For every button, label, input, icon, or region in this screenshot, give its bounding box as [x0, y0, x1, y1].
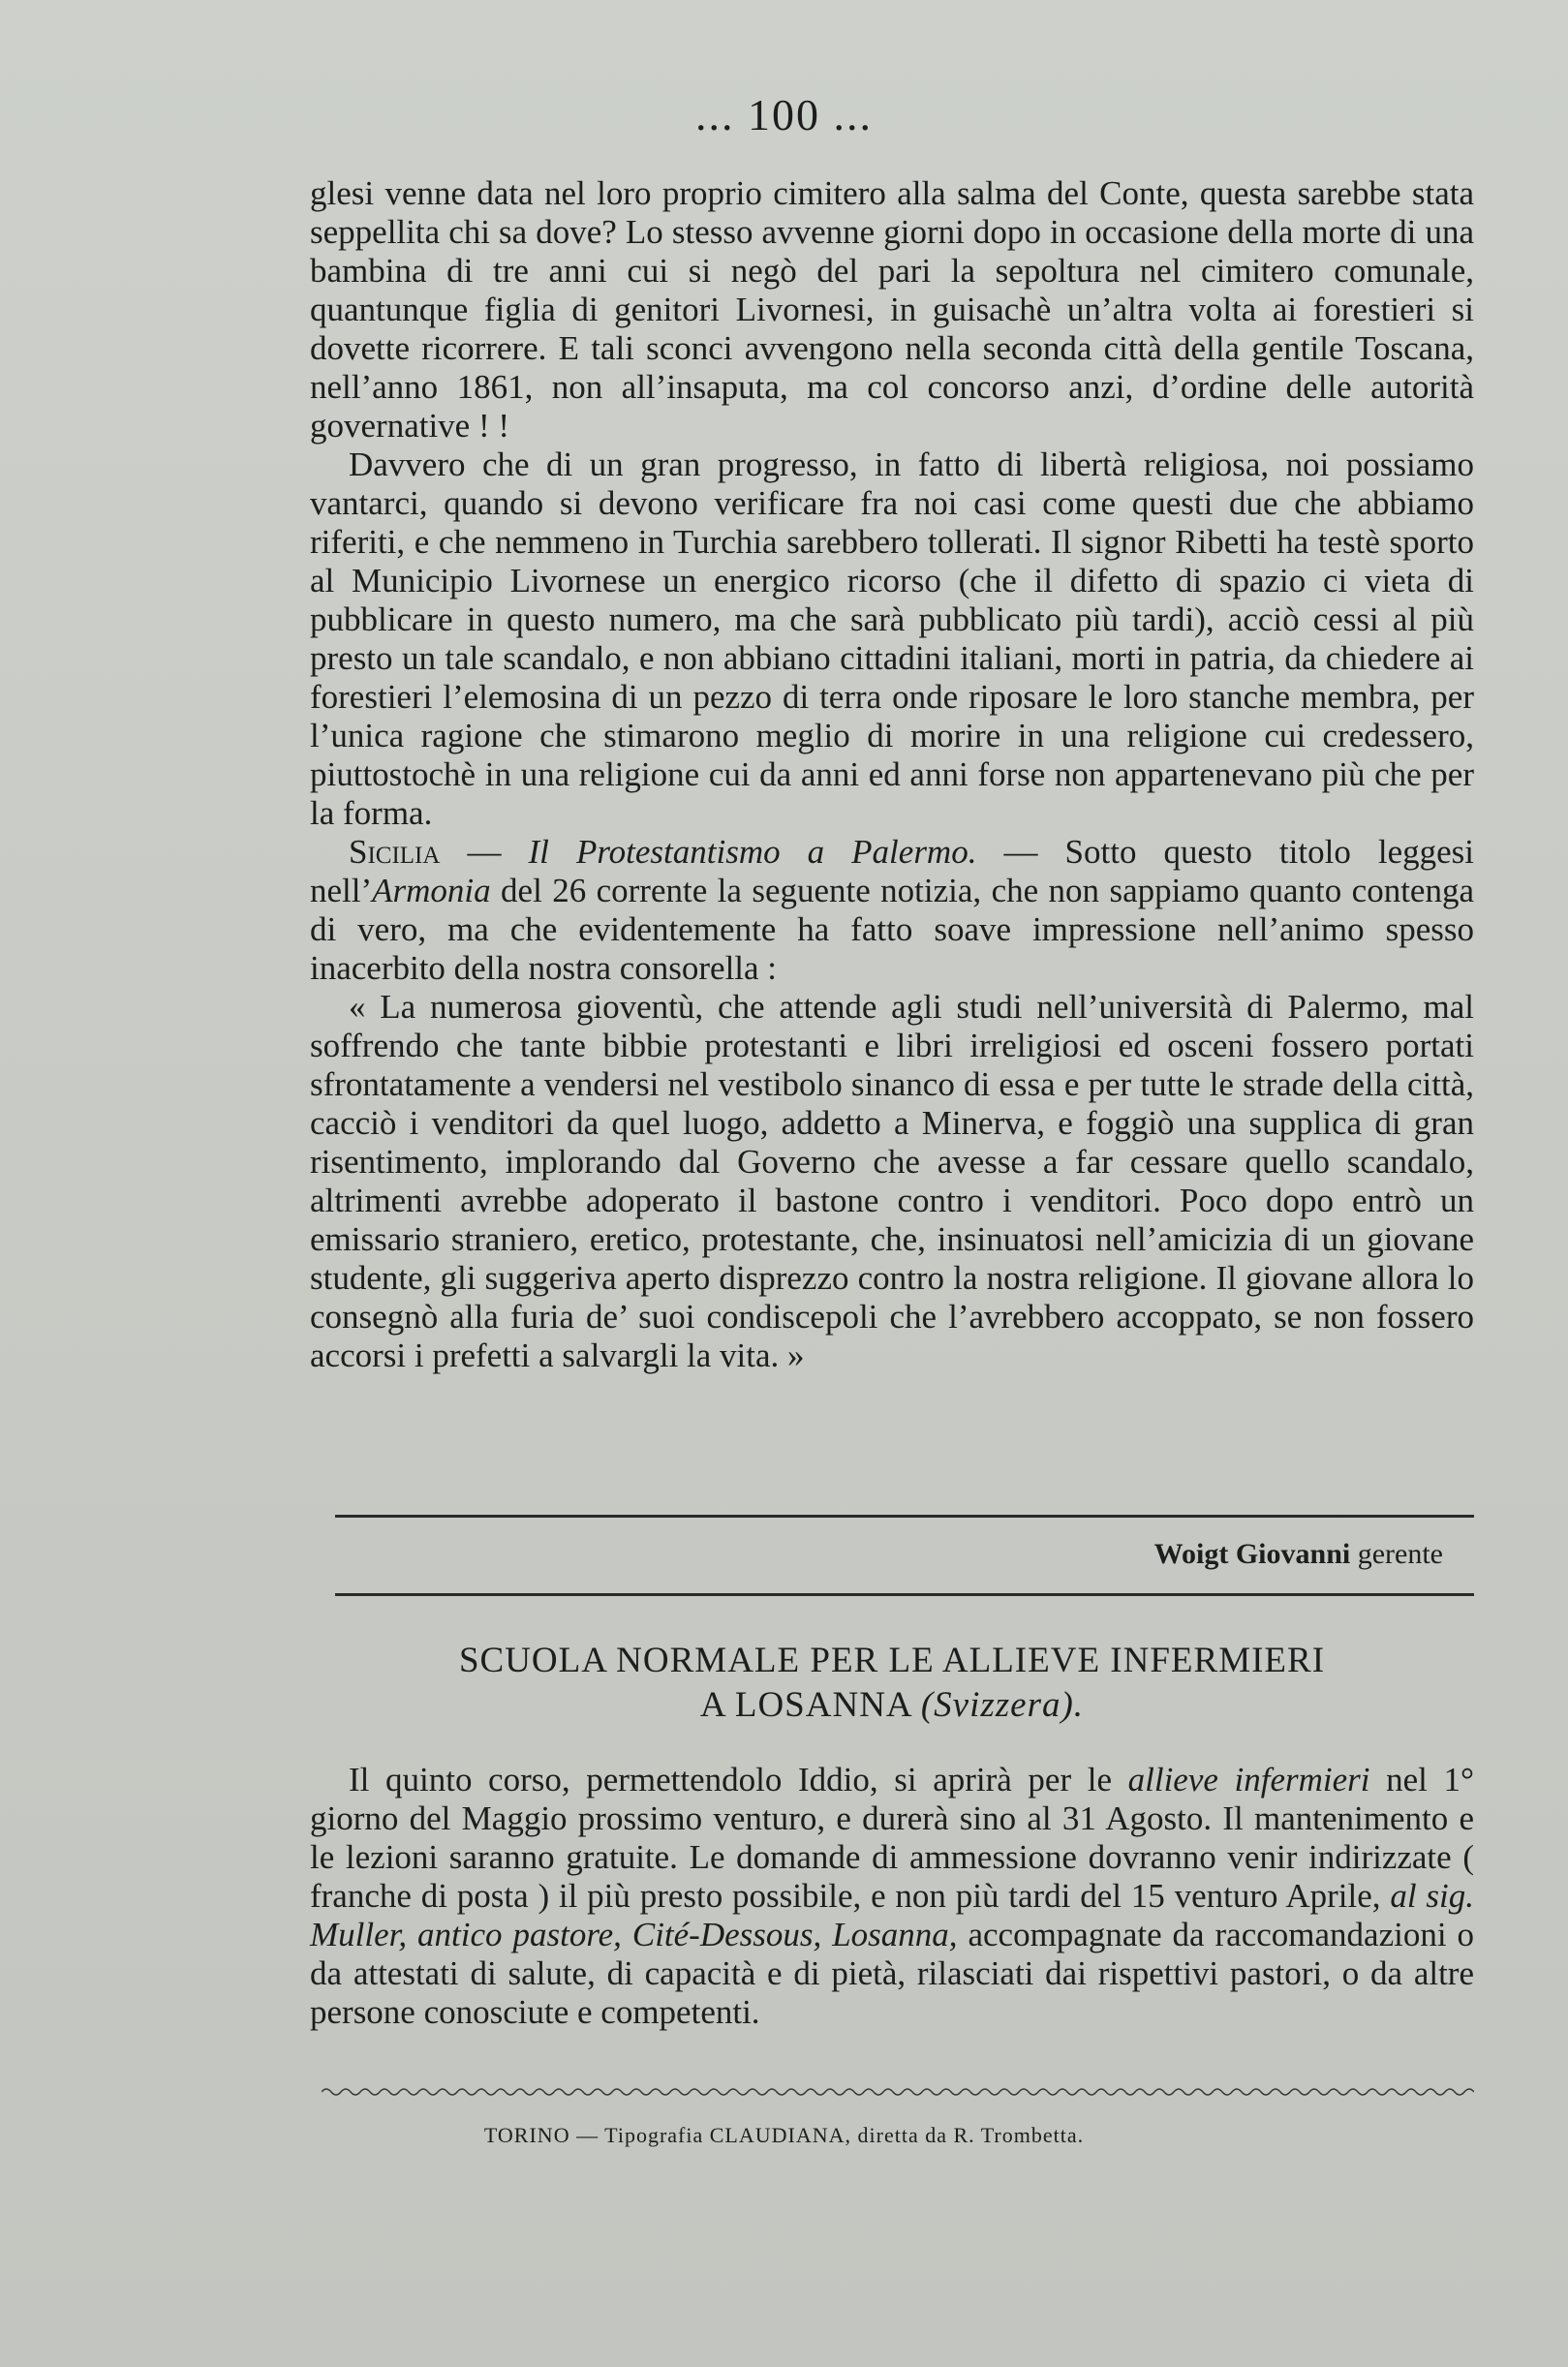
paragraph-3-text-b: del 26 corrente la seguente notizia, che non sappiamo quanto contenga di vero, ma che evidentemente ha fatto soave impressione nell’animo spesso inacerbito della nostra consorella : [310, 872, 1474, 987]
place-name: Sicilia [349, 833, 441, 871]
manager-role: gerente [1350, 1538, 1443, 1570]
notice-italic-a: allieve infermieri [1127, 1761, 1370, 1798]
notice-body [310, 1761, 1474, 2032]
paragraph-1: glesi venne data nel loro proprio cimitero alla salma del Conte, questa sarebbe stata seppellita chi sa dove? Lo stesso avvenne giorni dopo in occasione della morte di una bambina di tre anni cui si negò del pari la sepoltura nel cimitero comunale, quantunque figlia di genitori Livornesi, in guisachè un’altra volta ai forestieri si dovette ricorrere. E tali sconci avvengono nella seconda città della gentile Toscana, nell’anno 1861, non all’insaputa, ma col concorso anzi, d’ordine delle autorità governative ! ! [310, 174, 1474, 445]
heading-line-2 [310, 1683, 1474, 1728]
notice-heading [310, 1639, 1474, 1728]
notice-paragraph [310, 1761, 1474, 2032]
source-name: Armonia [372, 872, 491, 909]
notice-text-c: accompagnate da raccomandazioni o da attestati di salute, di capacità e di pietà, rilasciati dai rispettivi pastori, o da altre persone conosciute e competenti. [310, 1916, 1474, 2031]
divider-bottom [335, 1593, 1474, 1596]
manager-name: Woigt Giovanni [1153, 1538, 1351, 1570]
paragraph-3 [310, 833, 1474, 988]
divider-top [335, 1515, 1474, 1518]
manager-line [0, 1538, 1443, 1571]
dash: — [440, 833, 529, 871]
paragraph-2: Davvero che di un gran progresso, in fatto di libertà religiosa, noi possiamo vantarci, quando si devono verificare fra noi casi come questi due che abbiamo riferiti, e che nemmeno in Turchia sarebbero tollerati. Il signor Ribetti ha testè sporto al Municipio Livornese un energico ricorso (che il difetto di spazio ci vieta di pubblicare in questo numero, ma che sarà pubblicato più tardi), acciò cessi al più presto un tale scandalo, e non abbiano cittadini italiani, morti in patria, da chiedere ai forestieri l’elemosina di un pezzo di terra onde riposare le loro stanche membra, per l’unica ragione che stimarono meglio di morire in una religione cui credessero, piuttostochè in una religione cui da anni ed anni forse non appartenevano più che per la forma. [310, 446, 1474, 832]
article-body [310, 174, 1474, 1375]
notice-address: al sig. Muller, antico pastore, Cité-Dessous, Losanna, [310, 1877, 1474, 1953]
notice-text-a: Il quinto corso, permettendolo Iddio, si aprirà per le [349, 1761, 1128, 1798]
paragraph-4-quote: « La numerosa gioventù, che attende agli studi nell’università di Palermo, mal soffrendo che tante bibbie protestanti e libri irreligiosi ed osceni fossero portati sfrontatamente a vendersi nel vestibolo sinanco di essa e per tutte le strade della città, cacciò i venditori da quel luogo, addetto a Minerva, e foggiò una supplica di gran risentimento, implorando dal Governo che avesse a far cessare quello scandalo, altrimenti avrebbe adoperato il bastone contro i venditori. Poco dopo entrò un emissario straniero, eretico, protestante, che, insinuatosi nell’amicizia di un giovane studente, gli suggeriva aperto disprezzo contro la nostra religione. Il giovane allora lo consegnò alla furia de’ suoi condiscepoli che l’avrebbero accoppato, se non fossero accorsi i prefetti a salvargli la vita. » [310, 988, 1474, 1374]
section-title: Il Protestantismo a Palermo. [528, 833, 977, 871]
heading-country: (Svizzera). [920, 1685, 1085, 1725]
heading-city: A LOSANNA [699, 1685, 921, 1725]
paragraph-3-text-a: — Sotto questo titolo leggesi nell’ [310, 833, 1474, 909]
heading-line-1: SCUOLA NORMALE PER LE ALLIEVE INFERMIERI [458, 1641, 1326, 1680]
printer-imprint: TORINO — Tipografia CLAUDIANA, diretta da R. Trombetta. [483, 2123, 1085, 2147]
wavy-divider [322, 2086, 1474, 2098]
notice-text-b: nel 1° giorno del Maggio prossimo venturo, e durerà sino al 31 Agosto. Il mantenimento e le lezioni saranno gratuite. Le domande di ammessione dovranno venir indirizzate ( franche di posta ) il più presto possibile, e non più tardi del 15 venturo Aprile, [310, 1761, 1475, 1915]
page-number: ... 100 ... [695, 90, 873, 139]
